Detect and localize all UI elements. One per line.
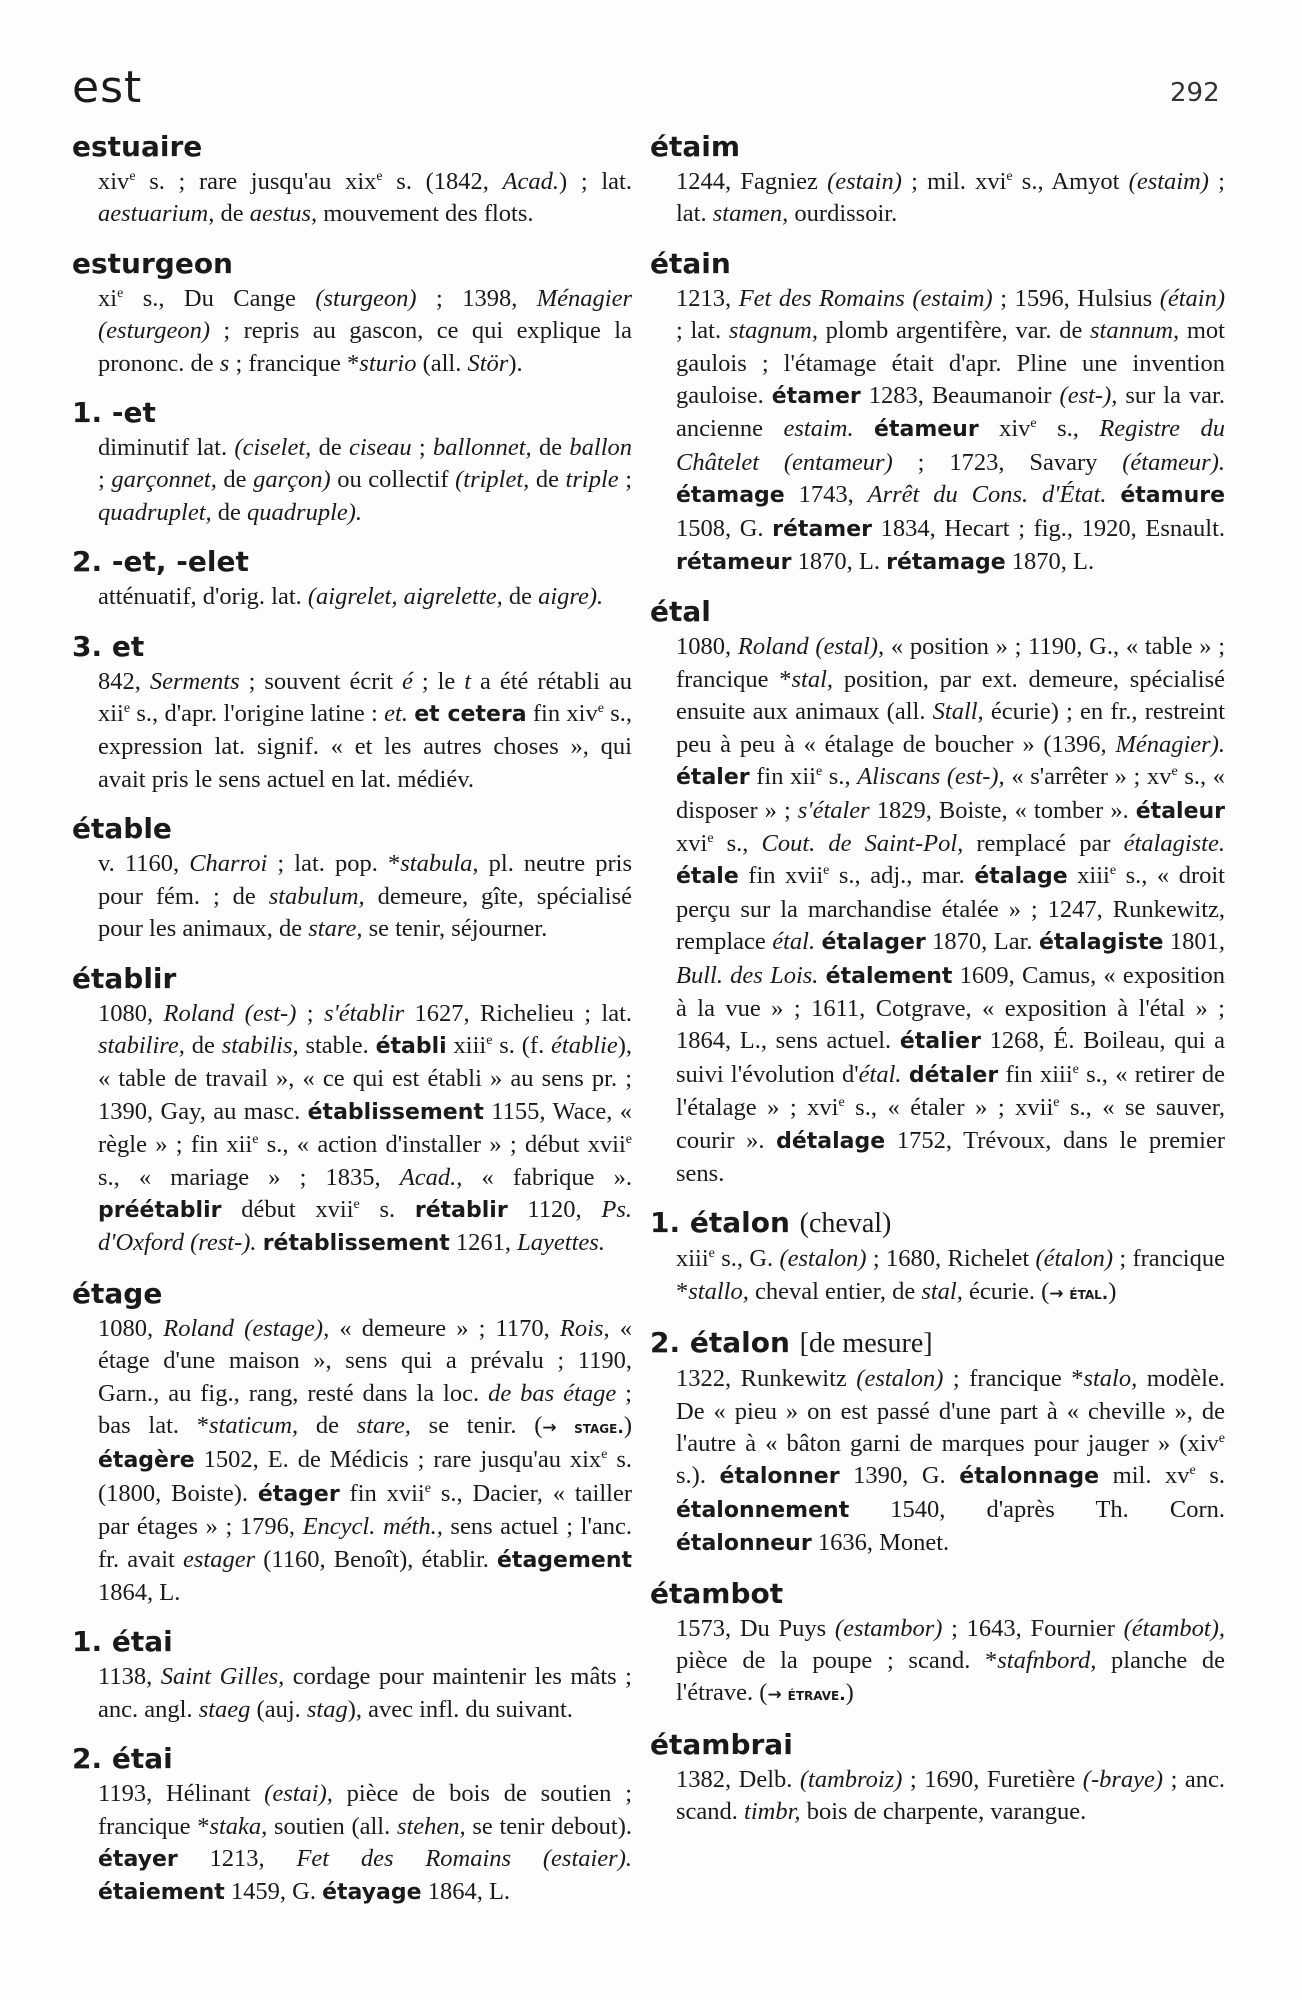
headword: esturgeon — [72, 246, 233, 280]
headword: 1. étalon (cheval) — [650, 1206, 892, 1240]
entry-etambot — [650, 1575, 1225, 1712]
entry-body: 842, Serments ; souvent écrit é ; le t a été rétabli au xii$^e$ s., d'apr. l'origine latine : et. et cetera fin xiv$^e$ s., expression lat. signif. « et les autres choses », qui avait pris le sens actuel en lat. médiév. — [98, 667, 632, 793]
entry-etable — [72, 810, 632, 945]
entry-etablir — [72, 960, 632, 1261]
entry-etambrai — [650, 1726, 1225, 1829]
headword: étage — [72, 1276, 163, 1310]
entry-et-3 — [72, 628, 632, 797]
headword: étain — [650, 246, 731, 280]
entry-body: 1193, Hélinant (estai), pièce de bois de soutien ; francique *staka, soutien (all. stehen, se tenir debout). étayer 1213, Fet des Romains (estaier). étaiement 1459, G. étayage 1864, L. — [98, 1780, 633, 1906]
entry-et-elet — [72, 543, 632, 613]
headword: 1. étai — [72, 1625, 173, 1659]
entry-body: xiv$^e$ s. ; rare jusqu'au xix$^e$ s. (1842, Acad.) ; lat. aestuarium, de aestus, mouvement des flots. — [98, 168, 632, 228]
entry-body: 1382, Delb. (tambroiz) ; 1690, Furetière (-braye) ; anc. scand. timbr, bois de charpente, varangue. — [676, 1765, 1225, 1826]
headword: 1. -et — [72, 396, 156, 430]
headword: établir — [72, 961, 177, 995]
entry-body: 1080, Roland (estage), « demeure » ; 1170, Rois, « étage d'une maison », sens qui a prévalu ; 1190, Garn., au fig., rang, resté dans la loc. de bas étage ; bas lat. *staticum, de stare, se tenir. (→ stage.) étagère 1502, E. de Médicis ; rare jusqu'au xix$^e$ s. (1800, Boiste). étager fin xvii$^e$ s., Dacier, « tailler par étages » ; 1796, Encycl. méth., sens actuel ; l'anc. fr. avait estager (1160, Benoît), établir. étagement 1864, L. — [98, 1314, 632, 1606]
page-number: 292 — [1170, 78, 1220, 108]
entry-body: $xi^e$ s., Du Cange (sturgeon) ; 1398, Ménagier (esturgeon) ; repris au gascon, ce qui explique la prononc. de s ; francique *sturio (all. Stör). — [98, 284, 632, 377]
headword: 2. étalon [de mesure] — [650, 1326, 933, 1360]
entry-etalon-2 — [650, 1324, 1225, 1560]
entry-etai-2 — [72, 1740, 632, 1910]
running-head-word: est — [72, 62, 143, 113]
entry-etaim — [650, 128, 1225, 231]
headword: étable — [72, 812, 172, 846]
entry-body: 1244, Fagniez (estain) ; mil. xvi$^e$ s., Amyot (estaim) ; lat. stamen, ourdissoir. — [676, 168, 1225, 228]
entry-body: 1080, Roland (estal), « position » ; 1190, G., « table » ; francique *stal, position, par ext. demeure, spécialisé ensuite aux animaux (all. Stall, écurie) ; en fr., restreint peu à peu à « étalage de boucher » (1396, Ménagier). étaler fin xii$^e$ s., Aliscans (est-), « s'arrêter » ; $xv^e$ s., « disposer » ; s'étaler 1829, Boiste, « tomber ». étaleur xvi$^e$ s., Cout. de Saint-Pol, remplacé par étalagiste. étale fin xvii$^e$ s., adj., mar. étalage xiii$^e$ s., « droit perçu sur la marchandise étalée » ; 1247, Runkewitz, remplace étal. étalager 1870, Lar. étalagiste 1801, Bull. des Lois. étalement 1609, Camus, « exposition à la vue » ; 1611, Cotgrave, « exposition à l'étal » ; 1864, L., sens actuel. étalier 1268, É. Boileau, qui a suivi l'évolution d'étal. détaler fin xiii$^e$ s., « retirer de l'étalage » ; xvi$^e$ s., « étaler » ; xvii$^e$ s., « se sauver, courir ». détalage 1752, Trévoux, dans le premier sens. — [676, 633, 1226, 1187]
entry-estuaire — [72, 128, 632, 231]
entry-etain — [650, 245, 1225, 580]
entry-et-1 — [72, 394, 632, 529]
entry-body: 1322, Runkewitz (estalon) ; francique *stalo, modèle. De « pieu » on est passé d'une part à « cheville », de l'autre à « bâton garni de marques pour jauger » (xiv$^e$ s.). étalonner 1390, G. étalonnage mil. $xv^e$ s. étalonnement 1540, d'après Th. Corn. étalonneur 1636, Monet. — [676, 1365, 1225, 1557]
headword: 3. et — [72, 629, 145, 663]
entry-etai-1 — [72, 1623, 632, 1726]
entry-body: xiii$^e$ s., G. (estalon) ; 1680, Richelet (étalon) ; francique *stallo, cheval entier, de stal, écurie. (→ étal.) — [676, 1245, 1225, 1305]
headword: étambot — [650, 1576, 784, 1610]
right-column — [650, 128, 1225, 1843]
entry-body: v. 1160, Charroi ; lat. pop. *stabula, pl. neutre pris pour fém. ; de stabulum, demeure, gîte, spécialisé pour les animaux, de stare, se tenir, séjourner. — [98, 850, 632, 943]
entry-body: 1138, Saint Gilles, cordage pour maintenir les mâts ; anc. angl. staeg (auj. stag), avec infl. du suivant. — [98, 1663, 632, 1723]
entry-body: 1080, Roland (est-) ; s'établir 1627, Richelieu ; lat. stabilire, de stabilis, stable. établi xiii$^e$ s. (f. établie), « table de travail », « ce qui est établi » au sens pr. ; 1390, Gay, au masc. établissement 1155, Wace, « règle » ; fin xii$^e$ s., « action d'installer » ; début xvii$^e$ s., « mariage » ; 1835, Acad., « fabrique ». préétablir début xvii$^e$ s. rétablir 1120, Ps. d'Oxford (rest-). rétablissement 1261, Layettes. — [98, 999, 633, 1257]
entry-etage — [72, 1275, 632, 1610]
entry-body: diminutif lat. (ciselet, de ciseau ; ballonnet, de ballon ; garçonnet, de garçon) ou collectif (triplet, de triple ; quadruplet, de quadruple). — [98, 434, 633, 526]
entry-body: 1573, Du Puys (estambor) ; 1643, Fournier (étambot), pièce de la poupe ; scand. *stafnbord, planche de l'étrave. (→ étrave.) — [676, 1614, 1225, 1707]
entry-body: atténuatif, d'orig. lat. (aigrelet, aigrelette, de aigre). — [98, 583, 604, 611]
entry-body: 1213, Fet des Romains (estaim) ; 1596, Hulsius (étain) ; lat. stagnum, plomb argentifère, var. de stannum, mot gaulois ; l'étamage était d'apr. Pline une invention gauloise. étamer 1283, Beaumanoir (est-), sur la var. ancienne estaim. étameur xiv$^e$ s., Registre du Châtelet (entameur) ; 1723, Savary (étameur). étamage 1743, Arrêt du Cons. d'État. étamure 1508, G. rétamer 1834, Hecart ; fig., 1920, Esnault. rétameur 1870, L. rétamage 1870, L. — [676, 284, 1226, 576]
headword: 2. -et, -elet — [72, 545, 249, 579]
headword: 2. étai — [72, 1742, 173, 1776]
entry-esturgeon — [72, 245, 632, 380]
headword: étal — [650, 595, 711, 629]
left-column — [72, 128, 632, 1924]
entry-etalon-1 — [650, 1204, 1225, 1310]
headword: étaim — [650, 130, 741, 163]
entry-etal — [650, 593, 1225, 1190]
headword: estuaire — [72, 130, 203, 163]
headword: étambrai — [650, 1727, 793, 1761]
